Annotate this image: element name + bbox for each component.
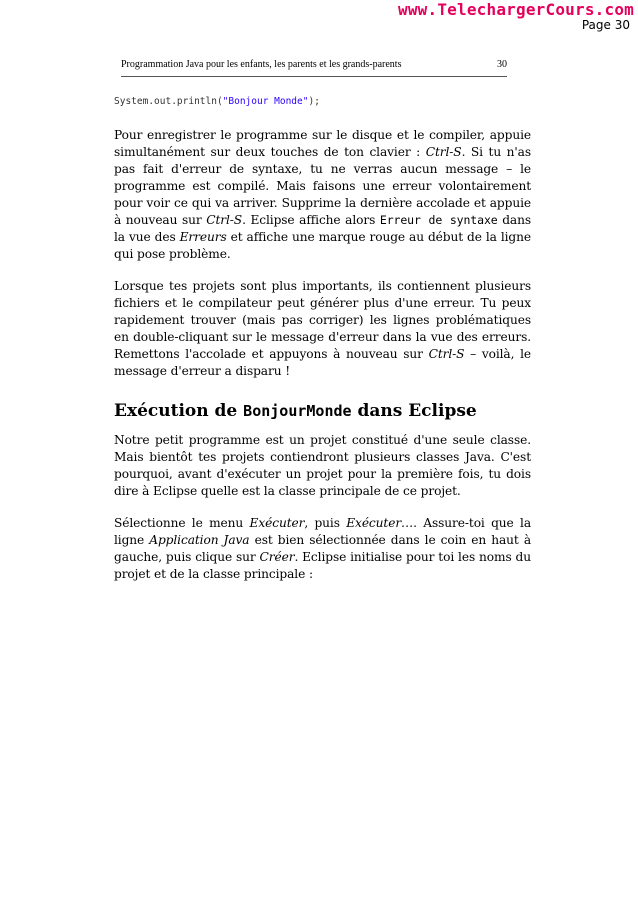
text-run: – voilà, le message d'erreur a disparu ! xyxy=(114,347,531,378)
inline-code: Erreur de syntaxe xyxy=(379,213,498,227)
page-content xyxy=(114,96,531,598)
code-string: "Bonjour Monde" xyxy=(222,96,309,107)
text-run: Sélectionne le menu xyxy=(114,516,250,530)
text-run: Lorsque tes projets sont plus importants, ils contiennent plusieurs fichiers et le compilateur peut générer plus d'une erreur. Tu peux rapidement trouver (mais pas corriger) les lignes problématiques en double-cliquant sur le message d'erreur dans la vue des erreurs. Remettons l'accolade et appuyons à nouveau sur xyxy=(114,279,531,361)
header-rule xyxy=(121,76,507,77)
code-call: System.out.println( xyxy=(114,96,223,107)
menu-name-text: Application Java xyxy=(149,533,250,547)
section-heading xyxy=(114,401,531,421)
shortcut-text: Ctrl-S xyxy=(428,347,465,361)
paragraph-run-menu xyxy=(114,515,531,583)
paragraph-save-compile xyxy=(114,127,531,263)
paragraph-main-class: Notre petit programme est un projet constitué d'une seule classe. Mais bientôt tes projets contiendront plusieurs classes Java. C'est pourquoi, avant d'exécuter un projet pour la première fois, tu dois dire à Eclipse quelle est la classe principale de ce projet. xyxy=(114,433,531,498)
text-run: . Eclipse affiche alors xyxy=(242,213,380,227)
running-page-number: 30 xyxy=(497,59,507,70)
menu-name-text: Créer xyxy=(259,550,295,564)
code-line xyxy=(114,96,531,107)
watermark-url: www.TelechargerCours.com xyxy=(398,0,634,19)
text-run: Pour enregistrer le programme sur le disque et le compiler, appuie simultanément sur deux touches de ton clavier : xyxy=(114,128,531,159)
text-run: . Assure-toi que la ligne xyxy=(114,516,531,547)
heading-code: BonjourMonde xyxy=(243,402,352,420)
page-label: Page 30 xyxy=(581,18,630,32)
text-run: . Eclipse initialise pour toi les noms du projet et de la classe principale : xyxy=(114,550,531,581)
text-run: et affiche une marque rouge au début de la ligne qui pose problème. xyxy=(114,230,531,261)
shortcut-text: Ctrl-S xyxy=(206,213,243,227)
view-name-text: Erreurs xyxy=(179,230,227,244)
text-run: . Si tu n'as pas fait d'erreur de syntaxe, tu ne verras aucun message – le programme est compilé. Mais faisons une erreur volontairement pour voir ce qui va arriver. Supprime la dernière accolade et appuie à nouveau sur xyxy=(114,145,531,227)
heading-text: Exécution de xyxy=(114,401,244,421)
code-end: ); xyxy=(308,96,320,107)
paragraph-errors xyxy=(114,278,531,380)
shortcut-text: Ctrl-S xyxy=(425,145,462,159)
text-run: dans la vue des xyxy=(114,213,532,244)
menu-name-text: Exécuter xyxy=(249,516,305,530)
running-title: Programmation Java pour les enfants, les parents et les grands-parents xyxy=(121,59,402,70)
text-run: , puis xyxy=(304,516,347,530)
text-run: est bien sélectionnée dans le coin en haut à gauche, puis clique sur xyxy=(114,533,531,564)
heading-text: dans Eclipse xyxy=(351,401,477,421)
menu-name-text: Exécuter… xyxy=(346,516,414,530)
running-header xyxy=(121,59,507,70)
